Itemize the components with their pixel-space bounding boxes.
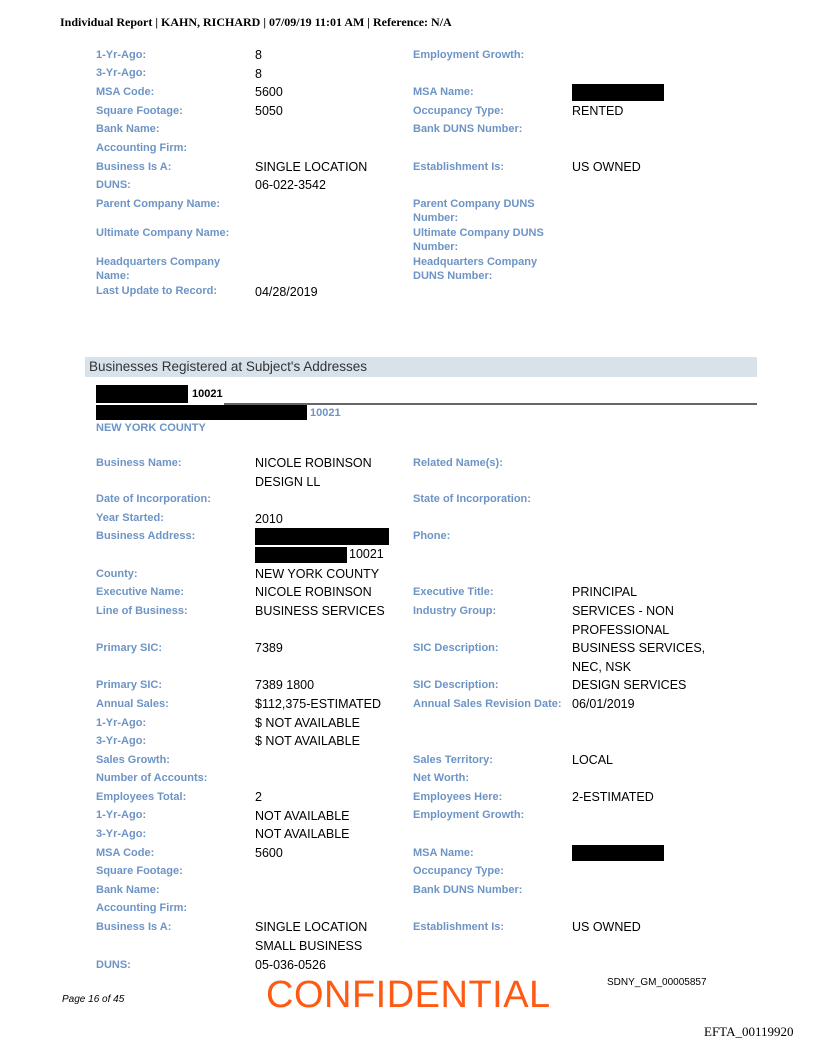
label-primary-sic: Primary SIC: <box>96 642 163 654</box>
value-1yr-ago: 8 <box>255 48 262 62</box>
label-executive-name: Executive Name: <box>96 586 185 598</box>
value-1yr-ago: $ NOT AVAILABLE <box>255 716 360 730</box>
value-duns: 06-022-3542 <box>255 178 326 192</box>
label-msa-name: MSA Name: <box>413 847 474 859</box>
label-year-started: Year Started: <box>96 512 164 524</box>
label-employment-growth: Employment Growth: <box>413 809 525 821</box>
address-zip: 10021 <box>192 388 223 400</box>
label-employment-growth: Employment Growth: <box>413 49 525 61</box>
label-bank-duns: Bank DUNS Number: <box>413 884 523 896</box>
label-establishment-is: Establishment Is: <box>413 161 505 173</box>
value-business-is-a: SINGLE LOCATION <box>255 160 368 174</box>
bates-number: SDNY_GM_00005857 <box>607 977 707 988</box>
label-accounting-firm: Accounting Firm: <box>96 902 188 914</box>
redaction-box <box>255 528 389 545</box>
label-bank-name: Bank Name: <box>96 884 160 896</box>
value-square-footage: 5050 <box>255 104 283 118</box>
label-net-worth: Net Worth: <box>413 772 470 784</box>
label-bank-name: Bank Name: <box>96 123 160 135</box>
section-header-bar <box>85 357 757 377</box>
label-state-incorporation: State of Incorporation: <box>413 493 531 505</box>
address-zip-link[interactable]: 10021 <box>310 407 341 419</box>
value-business-address-zip: 10021 <box>349 547 384 561</box>
label-establishment-is: Establishment Is: <box>413 921 505 933</box>
value-industry-group: SERVICES - NON PROFESSIONAL <box>572 604 674 637</box>
label-business-is-a: Business Is A: <box>96 161 172 173</box>
value-primary-sic: 7389 1800 <box>255 678 315 692</box>
value-3yr-ago: $ NOT AVAILABLE <box>255 734 360 748</box>
label-employees-total: Employees Total: <box>96 791 187 803</box>
redaction-box <box>572 84 664 101</box>
label-sales-territory: Sales Territory: <box>413 754 493 766</box>
label-business-is-a: Business Is A: <box>96 921 172 933</box>
label-sic-description: SIC Description: <box>413 679 499 691</box>
value-sic-description: BUSINESS SERVICES, NEC, NSK <box>572 641 706 674</box>
label-occupancy-type: Occupancy Type: <box>413 865 504 877</box>
report-header: Individual Report | KAHN, RICHARD | 07/09/19 11:01 AM | Reference: N/A <box>60 15 452 29</box>
redaction-box <box>96 405 307 420</box>
label-occupancy-type: Occupancy Type: <box>413 105 504 117</box>
label-primary-sic: Primary SIC: <box>96 679 163 691</box>
label-bank-duns: Bank DUNS Number: <box>413 123 523 135</box>
value-3yr-ago: 8 <box>255 67 262 81</box>
value-annual-sales: $112,375-ESTIMATED <box>255 697 381 711</box>
label-1yr-ago: 1-Yr-Ago: <box>96 717 147 729</box>
redaction-box <box>572 845 664 861</box>
redaction-box <box>96 385 188 403</box>
value-msa-code: 5600 <box>255 846 283 860</box>
value-establishment-is: US OWNED <box>572 160 641 174</box>
value-duns: 05-036-0526 <box>255 958 326 972</box>
label-parent-company-name: Parent Company Name: <box>96 198 221 210</box>
label-last-update: Last Update to Record: <box>96 285 218 297</box>
efta-number: EFTA_00119920 <box>704 1024 794 1039</box>
value-establishment-is: US OWNED <box>572 920 641 934</box>
value-3yr-ago: NOT AVAILABLE <box>255 827 350 841</box>
label-business-address: Business Address: <box>96 530 196 542</box>
label-ultimate-company-name: Ultimate Company Name: <box>96 227 230 239</box>
label-number-of-accounts: Number of Accounts: <box>96 772 208 784</box>
label-3yr-ago: 3-Yr-Ago: <box>96 67 147 79</box>
value-last-update: 04/28/2019 <box>255 285 318 299</box>
label-industry-group: Industry Group: <box>413 605 497 617</box>
label-3yr-ago: 3-Yr-Ago: <box>96 828 147 840</box>
label-headquarters-company-duns: Headquarters Company DUNS Number: <box>413 256 538 282</box>
value-sic-description: DESIGN SERVICES <box>572 678 687 692</box>
label-square-footage: Square Footage: <box>96 865 183 877</box>
value-sales-territory: LOCAL <box>572 753 613 767</box>
value-business-is-a: SINGLE LOCATION SMALL BUSINESS <box>255 920 368 953</box>
value-primary-sic: 7389 <box>255 641 283 655</box>
label-related-names: Related Name(s): <box>413 457 503 469</box>
value-annual-sales-revision-date: 06/01/2019 <box>572 697 635 711</box>
label-accounting-firm: Accounting Firm: <box>96 142 188 154</box>
value-year-started: 2010 <box>255 512 283 526</box>
label-business-name: Business Name: <box>96 457 182 469</box>
redaction-box <box>255 547 347 563</box>
label-parent-company-duns: Parent Company DUNS Number: <box>413 198 535 224</box>
page-number: Page 16 of 45 <box>62 994 125 1005</box>
value-1yr-ago: NOT AVAILABLE <box>255 809 350 823</box>
label-headquarters-company-name: Headquarters Company Name: <box>96 256 221 282</box>
label-duns: DUNS: <box>96 959 131 971</box>
label-sic-description: SIC Description: <box>413 642 499 654</box>
label-sales-growth: Sales Growth: <box>96 754 170 766</box>
label-1yr-ago: 1-Yr-Ago: <box>96 49 147 61</box>
value-county: NEW YORK COUNTY <box>255 567 380 581</box>
confidential-stamp: CONFIDENTIAL <box>266 974 551 1016</box>
label-employees-here: Employees Here: <box>413 791 503 803</box>
label-msa-code: MSA Code: <box>96 86 155 98</box>
label-executive-title: Executive Title: <box>413 586 494 598</box>
label-duns: DUNS: <box>96 179 131 191</box>
value-line-of-business: BUSINESS SERVICES <box>255 604 385 618</box>
label-square-footage: Square Footage: <box>96 105 183 117</box>
label-annual-sales-revision-date: Annual Sales Revision Date: <box>413 698 562 710</box>
value-business-name: NICOLE ROBINSON DESIGN LL <box>255 456 372 489</box>
section-title: Businesses Registered at Subject's Addresses <box>89 359 367 374</box>
label-line-of-business: Line of Business: <box>96 605 188 617</box>
value-employees-here: 2-ESTIMATED <box>572 790 654 804</box>
label-date-incorporation: Date of Incorporation: <box>96 493 211 505</box>
label-msa-code: MSA Code: <box>96 847 155 859</box>
value-executive-title: PRINCIPAL <box>572 585 638 599</box>
value-occupancy-type: RENTED <box>572 104 624 118</box>
label-annual-sales: Annual Sales: <box>96 698 169 710</box>
value-employees-total: 2 <box>255 790 262 804</box>
label-msa-name: MSA Name: <box>413 86 474 98</box>
label-3yr-ago: 3-Yr-Ago: <box>96 735 147 747</box>
label-ultimate-company-duns: Ultimate Company DUNS Number: <box>413 227 544 253</box>
value-executive-name: NICOLE ROBINSON <box>255 585 372 599</box>
label-phone: Phone: <box>413 530 451 542</box>
value-msa-code: 5600 <box>255 85 283 99</box>
label-1yr-ago: 1-Yr-Ago: <box>96 809 147 821</box>
county-heading: NEW YORK COUNTY <box>96 422 206 434</box>
label-county: County: <box>96 568 138 580</box>
